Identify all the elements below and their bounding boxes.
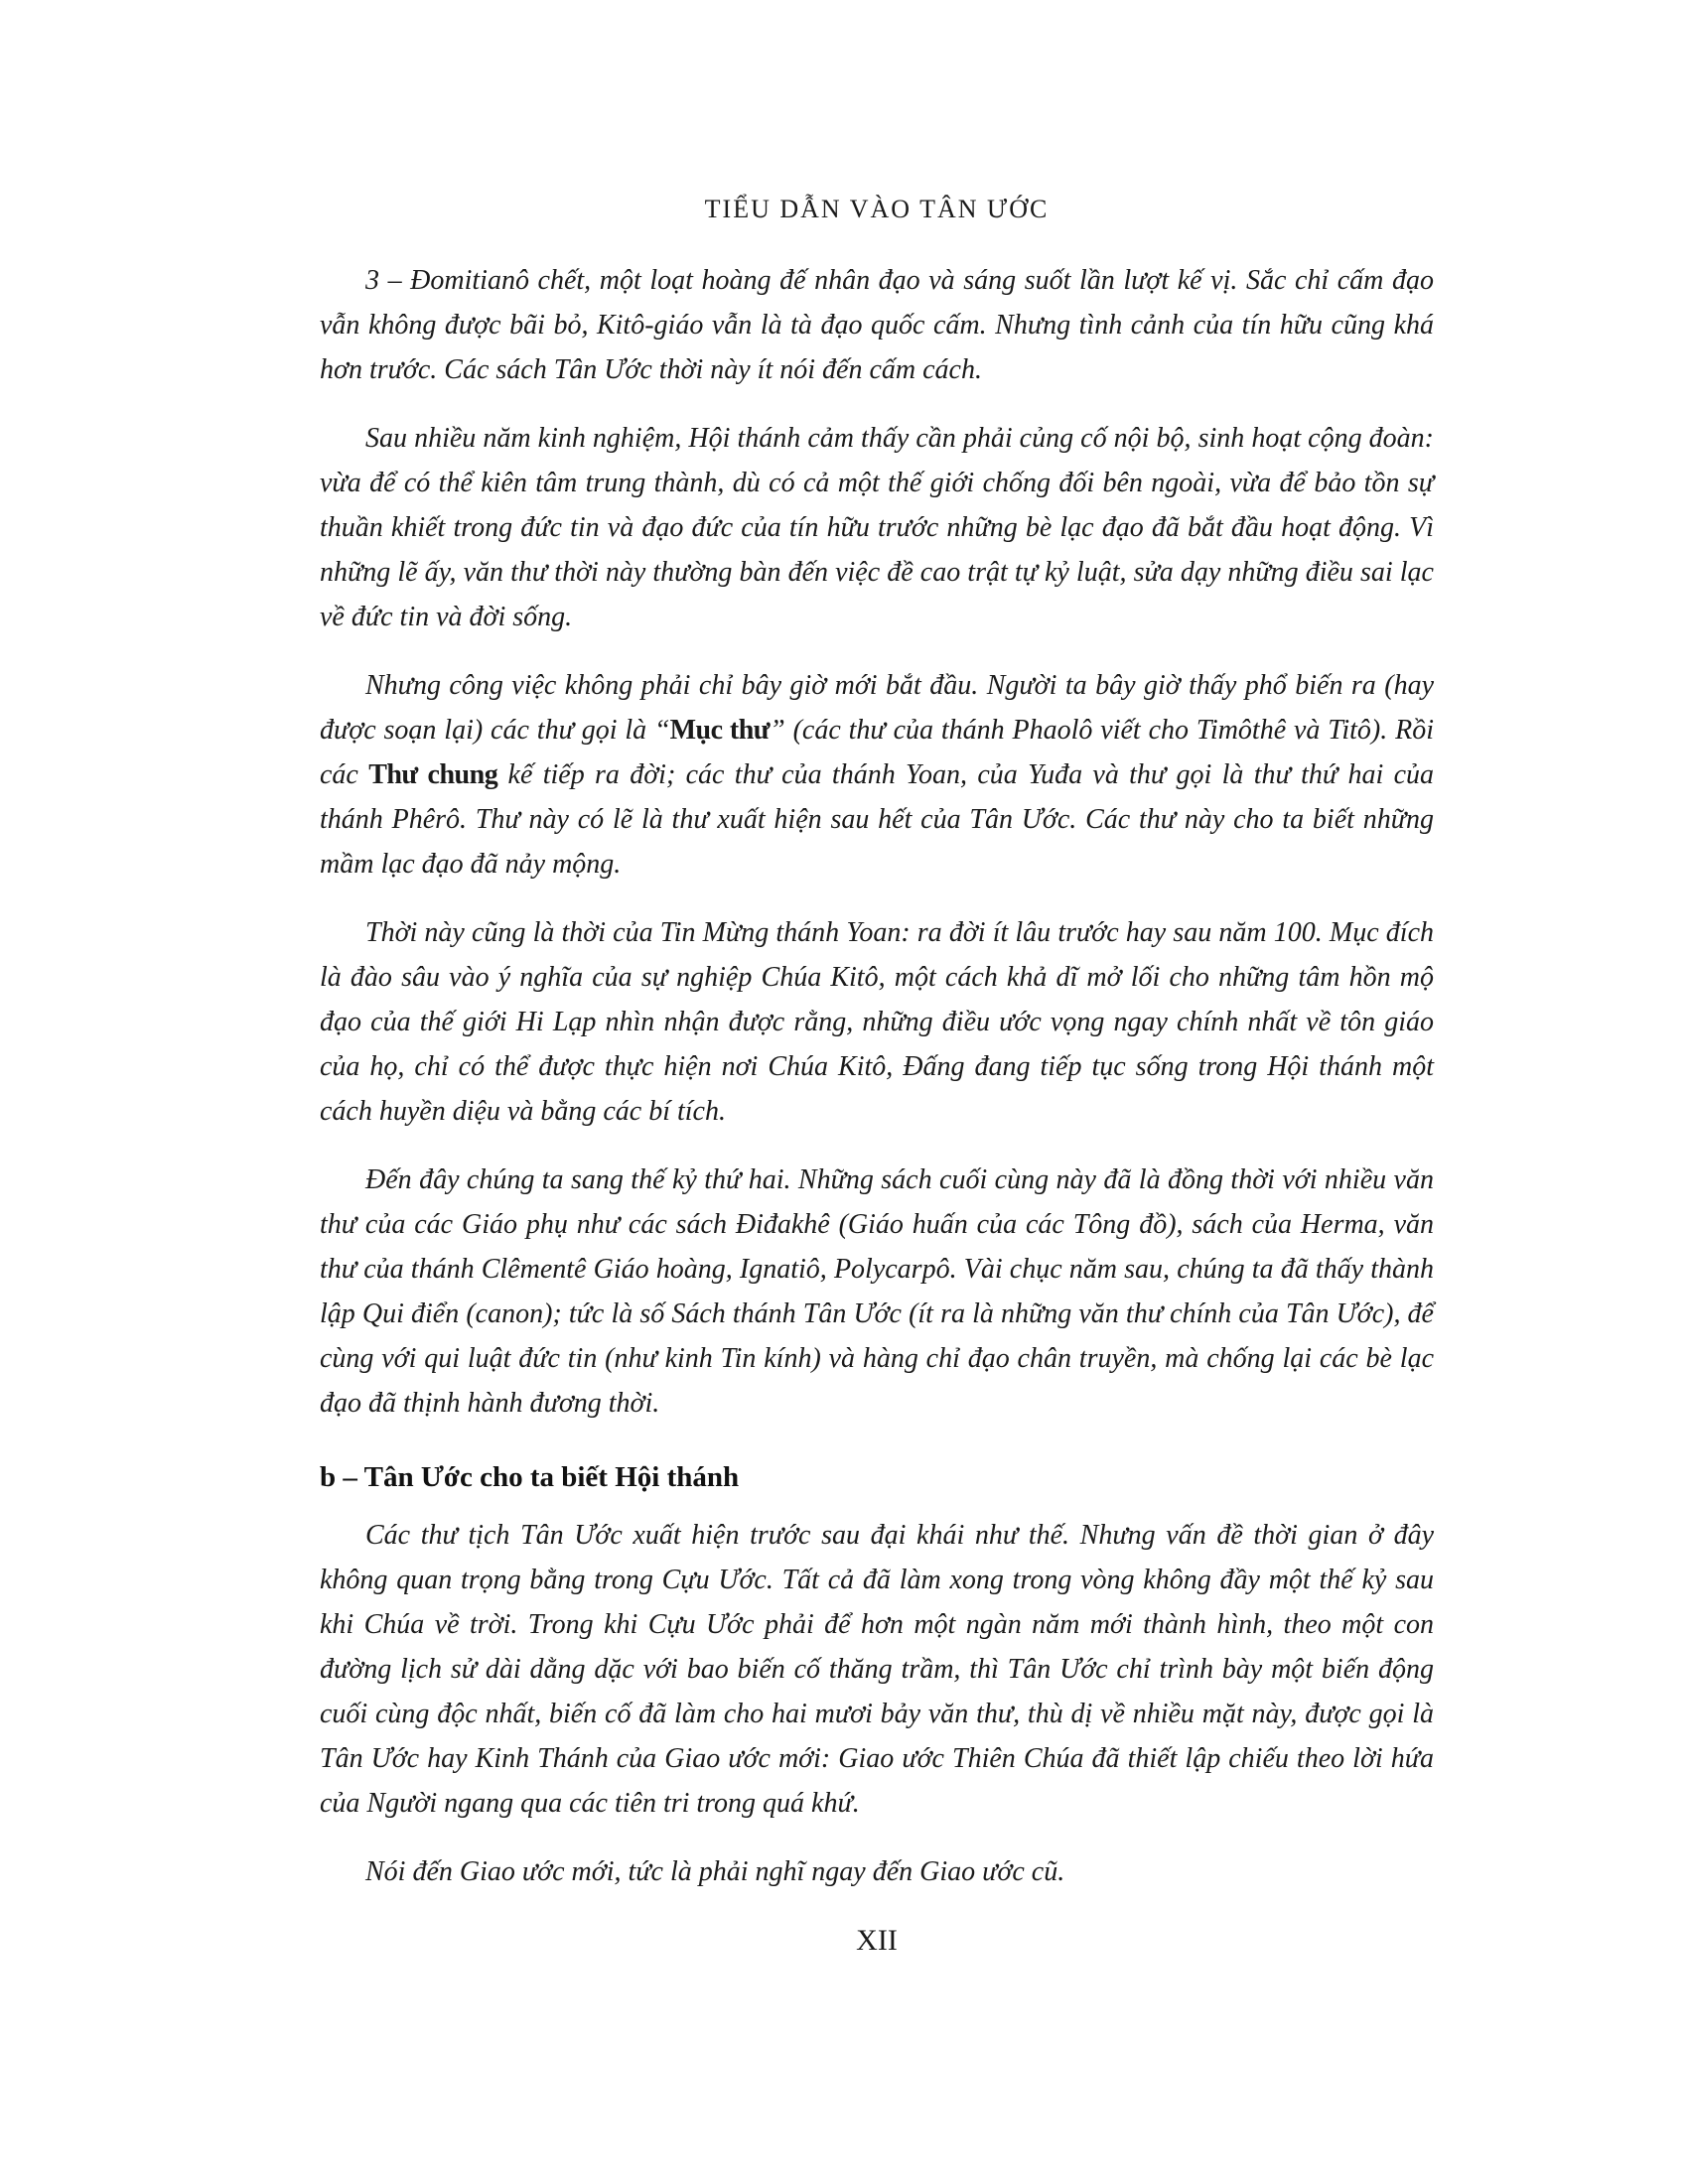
paragraph-text: Nói đến Giao ước mới, tức là phải nghĩ ngay đến Giao ước cũ. bbox=[365, 1856, 1065, 1887]
body-paragraph bbox=[320, 258, 1434, 392]
paragraph-text: Nhưng công việc không phải chỉ bây giờ mới bắt đầu. Người ta bây giờ thấy phổ biến ra (hay được soạn lại) các thư gọi là “ bbox=[320, 670, 1434, 746]
section-heading: b – Tân Ước cho ta biết Hội thánh bbox=[320, 1461, 740, 1493]
body-paragraph bbox=[320, 910, 1434, 1134]
body-blocks bbox=[320, 258, 1434, 1894]
paragraph-text: Đến đây chúng ta sang thế kỷ thứ hai. Những sách cuối cùng này đã là đồng thời với nhiều văn thư của các Giáo phụ như các sách Điđakhê (Giáo huấn của các Tông đồ), sách của Herma, văn thư của thánh Clêmentê Giáo hoàng, Ignatiô, Polycarpô. Vài chục năm sau, chúng ta đã thấy thành lập Qui điển (canon); tức là số Sách thánh Tân Ước (ít ra là những văn thư chính của Tân Ước), để cùng với qui luật đức tin (như kinh Tin kính) và hàng chỉ đạo chân truyền, mà chống lại các bè lạc đạo đã thịnh hành đương thời. bbox=[320, 1164, 1434, 1419]
paragraph-text: Thời này cũng là thời của Tin Mừng thánh Yoan: ra đời ít lâu trước hay sau năm 100. Mục đích là đào sâu vào ý nghĩa của sự nghiệp Chúa Kitô, một cách khả dĩ mở lối cho những tâm hồn mộ đạo của thế giới Hi Lạp nhìn nhận được rằng, những điều ước vọng ngay chính nhất về tôn giáo của họ, chỉ có thể được thực hiện nơi Chúa Kitô, Đấng đang tiếp tục sống trong Hội thánh một cách huyền diệu và bằng các bí tích. bbox=[320, 917, 1434, 1127]
paragraph-text: Các thư tịch Tân Ước xuất hiện trước sau đại khái như thế. Nhưng vấn đề thời gian ở đây không quan trọng bằng trong Cựu Ước. Tất cả đã làm xong trong vòng không đầy một thế kỷ sau khi Chúa về trời. Trong khi Cựu Ước phải để hơn một ngàn năm mới thành hình, theo một con đường lịch sử dài dằng dặc với bao biến cố thăng trầm, thì Tân Ước chỉ trình bày một biến động cuối cùng độc nhất, biến cố đã làm cho hai mươi bảy văn thư, thù dị về nhiều mặt này, được gọi là Tân Ước hay Kinh Thánh của Giao ước mới: Giao ước Thiên Chúa đã thiết lập chiếu theo lời hứa của Người ngang qua các tiên tri trong quá khứ. bbox=[320, 1520, 1434, 1819]
body-paragraph bbox=[320, 1158, 1434, 1426]
bold-term: Thư chung bbox=[368, 759, 498, 790]
paragraph-text: 3 – Đomitianô chết, một loạt hoàng đế nhân đạo và sáng suốt lần lượt kế vị. Sắc chỉ cấm đạo vẫn không được bãi bỏ, Kitô-giáo vẫn là tà đạo quốc cấm. Nhưng tình cảnh của tín hữu cũng khá hơn trước. Các sách Tân Ước thời này ít nói đến cấm cách. bbox=[320, 265, 1434, 385]
bold-term: Mục thư bbox=[669, 715, 771, 746]
text-block bbox=[320, 258, 1434, 1918]
body-paragraph bbox=[320, 1849, 1434, 1894]
paragraph-text: Sau nhiều năm kinh nghiệm, Hội thánh cảm thấy cần phải củng cố nội bộ, sinh hoạt cộng đoàn: vừa để có thể kiên tâm trung thành, dù có cả một thế giới chống đối bên ngoài, vừa để bảo tồn sự thuần khiết trong đức tin và đạo đức của tín hữu trước những bè lạc đạo đã bắt đầu hoạt động. Vì những lẽ ấy, văn thư thời này thường bàn đến việc đề cao trật tự kỷ luật, sửa dạy những điều sai lạc về đức tin và đời sống. bbox=[320, 423, 1434, 632]
body-paragraph bbox=[320, 663, 1434, 887]
body-paragraph bbox=[320, 1513, 1434, 1826]
body-paragraph bbox=[320, 416, 1434, 639]
paragraph-text: ” (các thư của thánh Phaolô viết cho Timôthê và Titô). Rồi các bbox=[320, 715, 1434, 790]
running-header: TIỂU DẪN VÀO TÂN ƯỚC bbox=[704, 195, 1050, 223]
page-number: XII bbox=[856, 1924, 898, 1957]
paragraph-text: kế tiếp ra đời; các thư của thánh Yoan, của Yuđa và thư gọi là thư thứ hai của thánh Phêrô. Thư này có lẽ là thư xuất hiện sau hết của Tân Ước. Các thư này cho ta biết những mầm lạc đạo đã nảy mộng. bbox=[320, 759, 1435, 880]
